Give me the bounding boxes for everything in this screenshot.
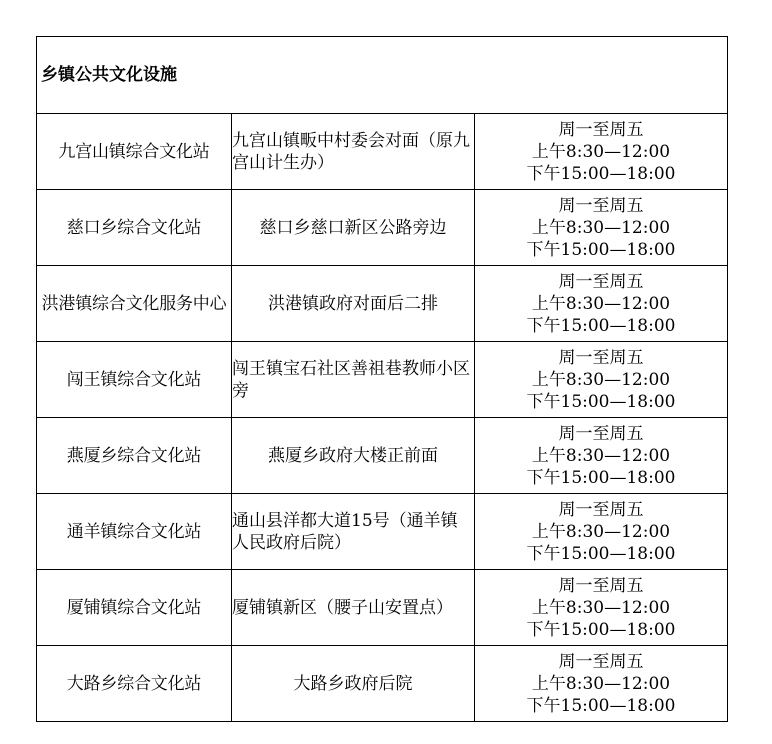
table-row [37, 190, 728, 266]
facility-name: 大路乡综合文化站 [37, 646, 232, 722]
facility-name: 厦铺镇综合文化站 [37, 570, 232, 646]
facility-name: 通羊镇综合文化站 [37, 494, 232, 570]
table-row [37, 570, 728, 646]
hours-afternoon: 下午15:00—18:00 [526, 543, 676, 564]
table-row [37, 266, 728, 342]
hours-afternoon: 下午15:00—18:00 [526, 391, 676, 412]
hours-morning: 上午8:30—12:00 [531, 217, 671, 238]
table-row [37, 646, 728, 722]
facilities-table [36, 36, 728, 722]
hours-days: 周一至周五 [558, 423, 644, 444]
facility-address: 慈口乡慈口新区公路旁边 [232, 190, 475, 266]
hours-afternoon: 下午15:00—18:00 [526, 695, 676, 716]
hours-afternoon: 下午15:00—18:00 [526, 315, 676, 336]
facility-address: 燕厦乡政府大楼正前面 [232, 418, 475, 494]
hours-morning: 上午8:30—12:00 [531, 369, 671, 390]
hours-days: 周一至周五 [558, 195, 644, 216]
hours-morning: 上午8:30—12:00 [531, 673, 671, 694]
facility-hours [475, 114, 728, 190]
hours-morning: 上午8:30—12:00 [531, 141, 671, 162]
facility-name: 九宫山镇综合文化站 [37, 114, 232, 190]
hours-morning: 上午8:30—12:00 [531, 445, 671, 466]
hours-afternoon: 下午15:00—18:00 [526, 239, 676, 260]
hours-afternoon: 下午15:00—18:00 [526, 163, 676, 184]
facility-hours [475, 570, 728, 646]
table-row [37, 418, 728, 494]
hours-afternoon: 下午15:00—18:00 [526, 467, 676, 488]
facility-hours [475, 342, 728, 418]
hours-morning: 上午8:30—12:00 [531, 293, 671, 314]
hours-days: 周一至周五 [558, 119, 644, 140]
facility-address: 通山县洋都大道15号（通羊镇人民政府后院） [232, 494, 475, 570]
facility-hours [475, 190, 728, 266]
facility-hours [475, 494, 728, 570]
hours-days: 周一至周五 [558, 347, 644, 368]
facility-name: 燕厦乡综合文化站 [37, 418, 232, 494]
hours-afternoon: 下午15:00—18:00 [526, 619, 676, 640]
table-row [37, 494, 728, 570]
table-row [37, 342, 728, 418]
facility-hours [475, 646, 728, 722]
table-row [37, 114, 728, 190]
facility-hours [475, 266, 728, 342]
table-header-row [37, 37, 728, 114]
facility-address: 九宫山镇畈中村委会对面（原九宫山计生办） [232, 114, 475, 190]
hours-days: 周一至周五 [558, 651, 644, 672]
hours-morning: 上午8:30—12:00 [531, 597, 671, 618]
facility-address: 大路乡政府后院 [232, 646, 475, 722]
facility-name: 慈口乡综合文化站 [37, 190, 232, 266]
facility-hours [475, 418, 728, 494]
hours-morning: 上午8:30—12:00 [531, 521, 671, 542]
hours-days: 周一至周五 [558, 575, 644, 596]
facility-name: 洪港镇综合文化服务中心 [37, 266, 232, 342]
hours-days: 周一至周五 [558, 499, 644, 520]
facility-name: 闯王镇综合文化站 [37, 342, 232, 418]
facility-address: 洪港镇政府对面后二排 [232, 266, 475, 342]
facility-address: 厦铺镇新区（腰子山安置点） [232, 570, 475, 646]
section-title: 乡镇公共文化设施 [37, 37, 728, 114]
hours-days: 周一至周五 [558, 271, 644, 292]
facility-address: 闯王镇宝石社区善祖巷教师小区旁 [232, 342, 475, 418]
